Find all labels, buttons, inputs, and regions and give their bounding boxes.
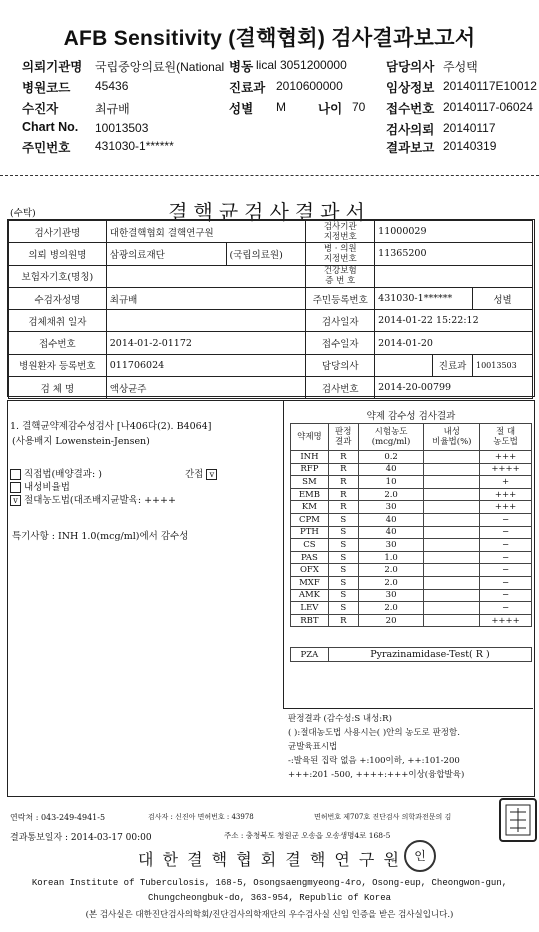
drug-name: LEV <box>291 602 329 615</box>
pza-row <box>291 648 532 662</box>
footer-org-english-2: Chungcheongbuk-do, 363-954, Republic of Korea <box>147 893 392 903</box>
form-value: 액상균주 <box>106 377 306 399</box>
absolute-result: − <box>480 602 532 615</box>
sensitivity-row <box>291 488 532 501</box>
option-absolute <box>10 492 176 506</box>
sensitivity-title: 약제 감수성 검사결과 <box>366 411 456 422</box>
absolute-result: − <box>480 526 532 539</box>
option-indirect <box>185 466 217 480</box>
absolute-result: + <box>480 476 532 489</box>
concentration: 40 <box>358 513 424 526</box>
form-label: 보험자기호(명칭) <box>9 265 107 287</box>
form-value: 11000029 <box>375 221 533 243</box>
form-value: 2014-20-00799 <box>375 377 533 399</box>
value-hospital-code: 45436 <box>95 79 129 93</box>
drug-name: INH <box>291 451 329 464</box>
sensitivity-row <box>291 589 532 602</box>
concentration: 2.0 <box>358 576 424 589</box>
perforation-divider <box>0 175 539 176</box>
value-report-date: 20140319 <box>443 139 497 153</box>
absolute-result: − <box>480 564 532 577</box>
form-row <box>9 265 533 287</box>
concentration: 2.0 <box>358 564 424 577</box>
label-resident-no: 주민번호 <box>22 141 71 155</box>
form-label: 검체채취 일자 <box>9 310 107 332</box>
value-chart-no: 10013503 <box>95 121 149 135</box>
form-label: 접수일자 <box>306 332 375 354</box>
method-line-2: (사용배지 Lowenstein-Jensen) <box>12 436 150 447</box>
sensitivity-row <box>291 576 532 589</box>
concentration: 2.0 <box>358 602 424 615</box>
option-direct-label: 직접법(배양결과: ) <box>24 469 102 480</box>
checkbox-indirect: v <box>206 469 217 480</box>
label-report-date: 결과보고 <box>386 141 435 155</box>
form-row <box>9 310 533 332</box>
judgement: S <box>328 602 358 615</box>
header-drug: 약제명 <box>291 424 329 451</box>
drug-name: KM <box>291 501 329 514</box>
form-label: 접수번호 <box>9 332 107 354</box>
concentration: 40 <box>358 463 424 476</box>
value-patient: 최규배 <box>95 102 130 116</box>
sensitivity-table <box>290 423 532 627</box>
form-label: 건강보험 증 번 호 <box>306 265 375 287</box>
sensitivity-row <box>291 526 532 539</box>
concentration: 30 <box>358 539 424 552</box>
value-receipt-number: 20140117-06024 <box>443 100 533 114</box>
option-proportion-label: 내성비율법 <box>24 482 70 493</box>
form-row <box>9 243 533 265</box>
concentration: 30 <box>358 501 424 514</box>
judgement: R <box>328 451 358 464</box>
form-value-empty <box>375 265 533 287</box>
special-note: 특기사항 : INH 1.0(mcg/ml)에서 감수성 <box>12 531 189 542</box>
results-divider <box>283 400 284 708</box>
label-clinical-info: 임상정보 <box>386 81 435 95</box>
form-label: 진료과 <box>433 354 473 376</box>
judgement: S <box>328 551 358 564</box>
judgement: R <box>328 614 358 627</box>
option-indirect-label: 간접 <box>185 469 204 480</box>
legend-line: 균발육표시법 <box>288 742 338 752</box>
page-title: AFB Sensitivity (결핵협회) 검사결과보고서 <box>63 27 476 50</box>
proportion-result <box>424 476 480 489</box>
label-requesting-institution: 의뢰기관명 <box>22 60 83 74</box>
drug-name: RBT <box>291 614 329 627</box>
sensitivity-row <box>291 501 532 514</box>
form-row <box>9 332 533 354</box>
judgement: S <box>328 564 358 577</box>
label-chart-no: Chart No. <box>22 120 79 134</box>
legend-line: 판정결과 (감수성:S 내성:R) <box>288 714 392 724</box>
concentration: 20 <box>358 614 424 627</box>
label-ward: 병동 <box>229 60 254 74</box>
footer-org-english-1: Korean Institute of Tuberculosis, 168-5, Osongsaengmyeong-4ro, Osong-eup, Cheongwon-gun, <box>31 878 508 888</box>
judgement: R <box>328 463 358 476</box>
label-hospital-code: 병원코드 <box>22 81 71 95</box>
legend-block <box>288 712 464 782</box>
label-age: 나이 <box>318 102 343 116</box>
footer-examiner: 검사자 : 신진아 면허번호 : 43978 <box>148 813 254 821</box>
sensitivity-row <box>291 551 532 564</box>
form-label: 검사일자 <box>306 310 375 332</box>
form-row <box>9 377 533 399</box>
sensitivity-row <box>291 513 532 526</box>
footer-address: 주소 : 충청북도 청원군 오송읍 오송생명4로 168-5 <box>224 831 391 840</box>
form-label: 검사기관 지정번호 <box>306 221 375 243</box>
proportion-result <box>424 539 480 552</box>
form-value-empty <box>106 310 306 332</box>
form-label: 수검자성명 <box>9 287 107 309</box>
receipt-stamp: (수탁) <box>10 208 36 219</box>
judgement: R <box>328 488 358 501</box>
judgement: S <box>328 589 358 602</box>
value-age: 70 <box>352 100 366 114</box>
form-label: 검사번호 <box>306 377 375 399</box>
concentration: 0.2 <box>358 451 424 464</box>
absolute-result: − <box>480 576 532 589</box>
footer-org-korean: 대 한 결 핵 협 회 결 핵 연 구 원 <box>138 850 401 869</box>
sensitivity-header-row <box>291 424 532 451</box>
proportion-result <box>424 589 480 602</box>
pza-table <box>290 647 532 662</box>
drug-name: CPM <box>291 513 329 526</box>
checkbox-absolute: v <box>10 495 21 506</box>
patient-info-table <box>8 220 533 399</box>
absolute-result: +++ <box>480 488 532 501</box>
option-direct <box>10 466 102 480</box>
proportion-result <box>424 526 480 539</box>
absolute-result: +++ <box>480 501 532 514</box>
sensitivity-row <box>291 539 532 552</box>
form-value-empty <box>106 265 306 287</box>
legend-divider <box>283 708 533 709</box>
form-row <box>9 287 533 309</box>
sensitivity-row <box>291 463 532 476</box>
concentration: 2.0 <box>358 488 424 501</box>
value-department: 2010600000 <box>276 79 343 93</box>
absolute-result: ++++ <box>480 463 532 476</box>
drug-name: PAS <box>291 551 329 564</box>
label-request-date: 검사의뢰 <box>386 123 435 137</box>
label-department: 진료과 <box>229 81 266 95</box>
absolute-result: − <box>480 513 532 526</box>
form-label: 검사기관명 <box>9 221 107 243</box>
form-value: 431030-1****** <box>375 287 473 309</box>
drug-name: OFX <box>291 564 329 577</box>
header-concentration: 시험농도 (mcg/ml) <box>358 424 424 451</box>
value-sex: M <box>276 100 286 114</box>
sensitivity-row <box>291 564 532 577</box>
form-label: 담당의사 <box>306 354 375 376</box>
judgement: S <box>328 539 358 552</box>
absolute-result: +++ <box>480 451 532 464</box>
judgement: S <box>328 513 358 526</box>
proportion-result <box>424 564 480 577</box>
pza-value: Pyrazinamidase-Test( R ) <box>328 648 531 662</box>
proportion-result <box>424 551 480 564</box>
drug-name: EMB <box>291 488 329 501</box>
method-line-1: 1. 결핵균약제감수성검사 [나406다(2). B4064] <box>10 421 212 432</box>
form-value: 011706024 <box>106 354 306 376</box>
form-value: 2014-01-22 15:22:12 <box>375 310 533 332</box>
form-value: 대한결핵협회 결핵연구원 <box>106 221 306 243</box>
legend-line: ( ):절대농도법 사용시는( )안의 농도로 판정함. <box>288 728 460 738</box>
form-label: 검 체 명 <box>9 377 107 399</box>
judgement: S <box>328 576 358 589</box>
drug-name: MXF <box>291 576 329 589</box>
form-label: 의뢰 병의원명 <box>9 243 107 265</box>
form-value-empty <box>375 354 433 376</box>
absolute-result: − <box>480 539 532 552</box>
option-absolute-label: 절대농도법(대조배지균발육: ++++ <box>24 495 176 506</box>
legend-line: +++:201 -500, ++++:+++이상(융합발육) <box>288 770 465 780</box>
form-label: 병 · 의원 지정번호 <box>306 243 375 265</box>
label-sex: 성별 <box>229 102 254 116</box>
form-value: 10013503 <box>473 354 533 376</box>
form-row <box>9 354 533 376</box>
label-physician: 담당의사 <box>386 60 435 74</box>
proportion-result <box>424 463 480 476</box>
footer-date: 결과통보일자 : 2014-03-17 00:00 <box>10 833 152 843</box>
form-label: 주민등록번호 <box>306 287 375 309</box>
proportion-result <box>424 513 480 526</box>
absolute-result: − <box>480 589 532 602</box>
director-seal <box>499 798 537 842</box>
header-result: 판정 결과 <box>328 424 358 451</box>
header-proportion: 내성 비율법(%) <box>424 424 480 451</box>
report-title: 결핵균검사결과서 <box>168 200 371 224</box>
label-patient: 수진자 <box>22 102 59 116</box>
form-value: 최규배 <box>106 287 306 309</box>
concentration: 1.0 <box>358 551 424 564</box>
pza-label: PZA <box>291 648 329 662</box>
legend-line: -:발육된 집락 없음 +:100이하, ++:101-200 <box>288 756 460 766</box>
value-clinical-info: 20140117E10012 <box>443 79 537 93</box>
proportion-result <box>424 576 480 589</box>
form-value: 삼광의료재단 <box>106 243 226 265</box>
footer-tel: 연락처 : 043-249-4941-5 <box>10 813 106 822</box>
form-value: 11365200 <box>375 243 533 265</box>
seal-icon <box>501 800 535 840</box>
value-resident-no: 431030-1****** <box>95 139 174 153</box>
value-request-date: 20140117 <box>443 121 496 135</box>
absolute-result: ++++ <box>480 614 532 627</box>
judgement: R <box>328 476 358 489</box>
label-receipt-number: 접수번호 <box>386 102 435 116</box>
form-label: 병원환자 등록번호 <box>9 354 107 376</box>
header-absolute: 절 대 농도법 <box>480 424 532 451</box>
value-ward: lical 3051200000 <box>256 58 347 72</box>
proportion-result <box>424 501 480 514</box>
proportion-result <box>424 614 480 627</box>
sensitivity-row <box>291 451 532 464</box>
drug-name: RFP <box>291 463 329 476</box>
concentration: 40 <box>358 526 424 539</box>
drug-name: PTH <box>291 526 329 539</box>
form-value: 2014-01-20 <box>375 332 533 354</box>
proportion-result <box>424 602 480 615</box>
drug-name: AMK <box>291 589 329 602</box>
proportion-result <box>424 488 480 501</box>
drug-name: CS <box>291 539 329 552</box>
footer-license: 면허번호 제707호 진단검사 의학과전문의 김 <box>314 813 452 821</box>
form-value: 2014-01-2-01172 <box>106 332 306 354</box>
concentration: 30 <box>358 589 424 602</box>
footer-certification: (본 검사실은 대한진단검사의학회/진단검사의학재단의 우수검사실 신임 인증을 받은 검사실입니다.) <box>85 910 454 920</box>
concentration: 10 <box>358 476 424 489</box>
sensitivity-row <box>291 614 532 627</box>
form-label: 성별 <box>473 287 533 309</box>
drug-name: SM <box>291 476 329 489</box>
value-physician: 주성택 <box>443 60 478 74</box>
value-requesting-institution: 국립중앙의료원(National <box>95 60 225 74</box>
form-value: (국립의료원) <box>226 243 306 265</box>
form-row <box>9 221 533 243</box>
sensitivity-row <box>291 476 532 489</box>
proportion-result <box>424 451 480 464</box>
sensitivity-row <box>291 602 532 615</box>
option-proportion <box>10 479 70 493</box>
judgement: R <box>328 501 358 514</box>
judgement: S <box>328 526 358 539</box>
org-seal: 인 <box>404 840 436 872</box>
absolute-result: − <box>480 551 532 564</box>
